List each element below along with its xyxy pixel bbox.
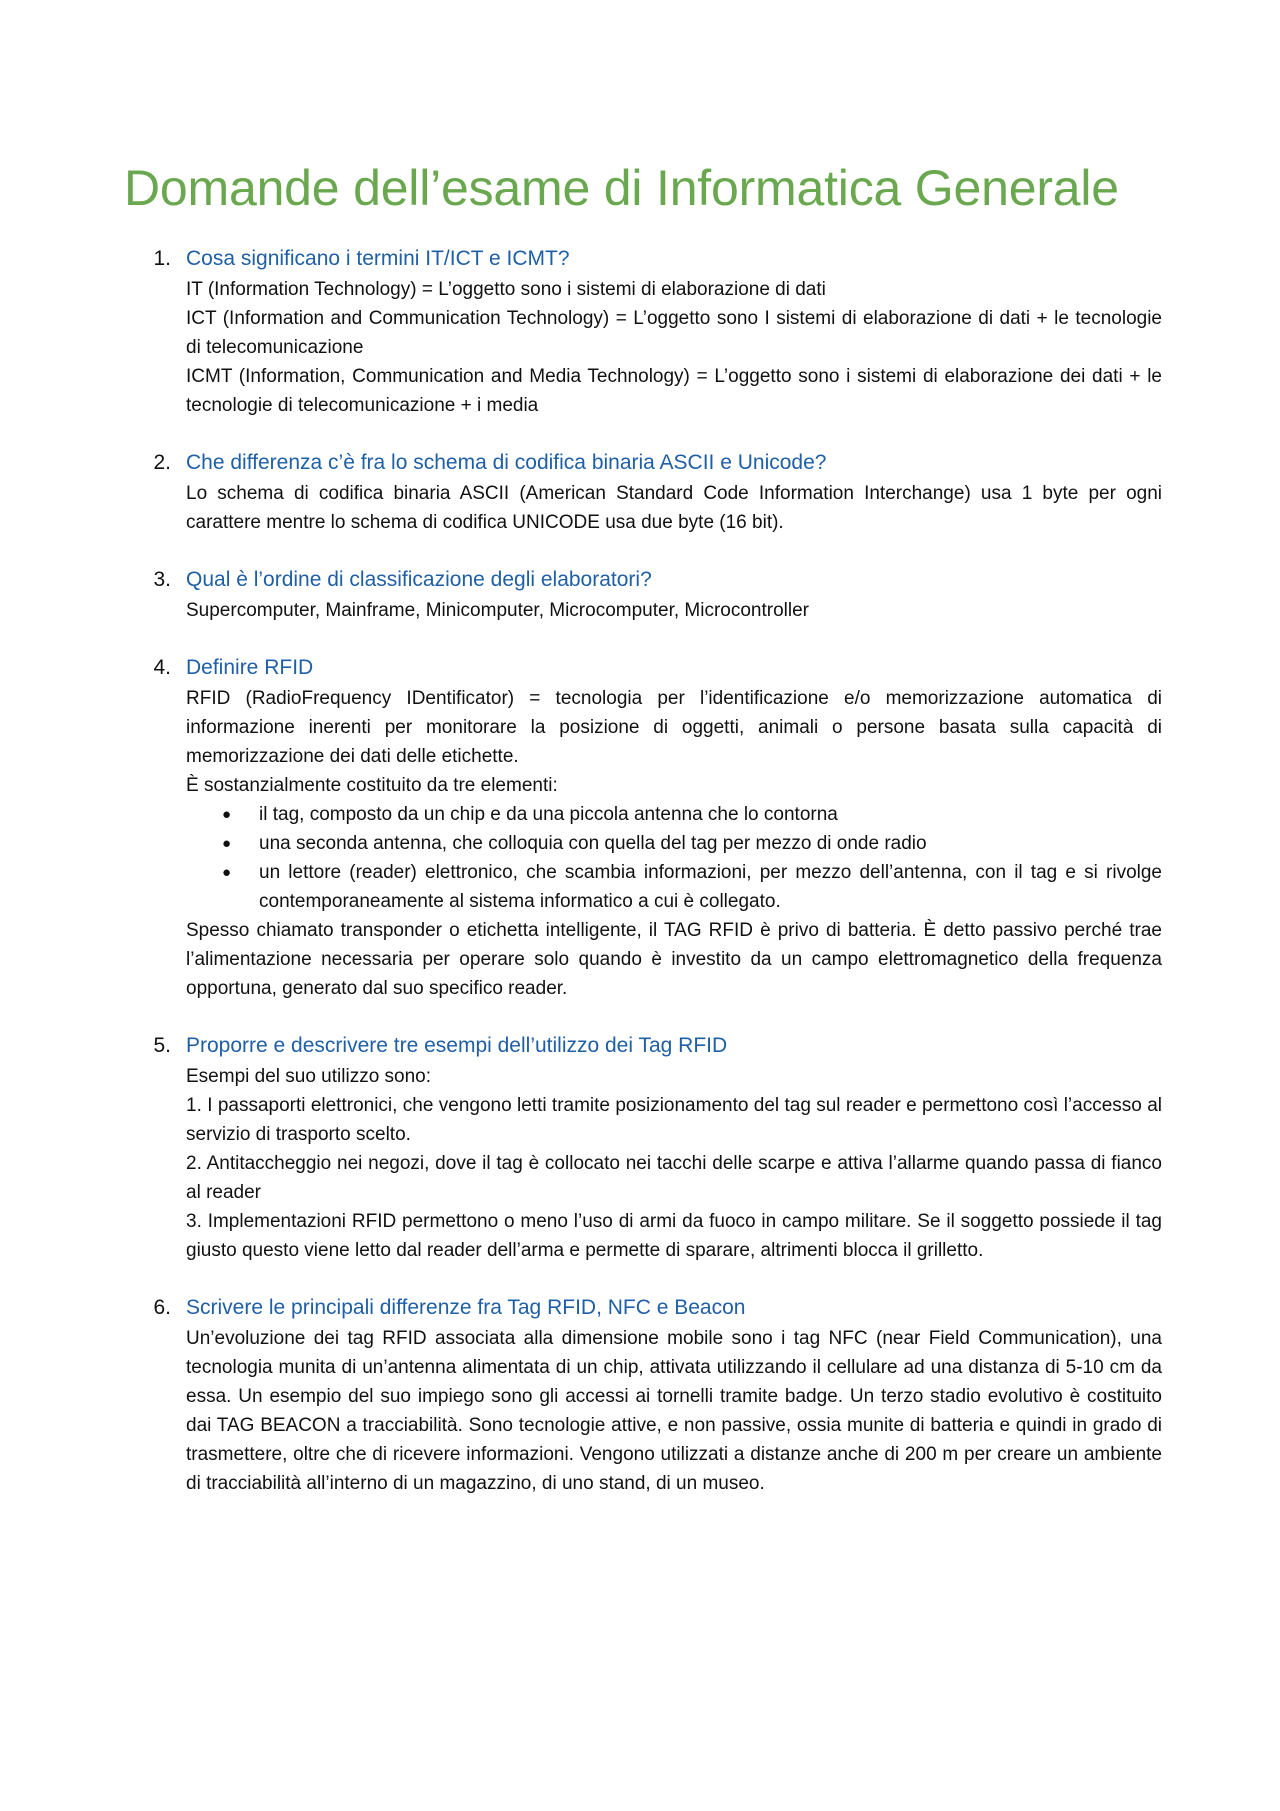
question-heading: Definire RFID [186,656,314,679]
bullet-list [186,800,1162,916]
answer-paragraph: È sostanzialmente costituito da tre elementi: [186,775,558,796]
question-3 [124,565,1162,625]
question-body [186,448,1162,537]
question-2 [124,448,1162,537]
answer-paragraph: Supercomputer, Mainframe, Minicomputer, Microcomputer, Microcontroller [186,600,810,621]
question-1 [124,244,1162,420]
bullet-item: ● un lettore (reader) elettronico, che scambia informazioni, per mezzo dell’antenna, con il tag e si rivolge contemporaneamente al sistema informatico a cui è collegato. [222,858,1162,916]
answer-paragraph: 2. Antitaccheggio nei negozi, dove il tag è collocato nei tacchi delle scarpe e attiva l’allarme quando passa di fianco al reader [186,1153,1162,1203]
document-title: Domande dell’esame di Informatica Generale [124,160,1119,216]
question-heading: Qual è l’ordine di classificazione degli elaboratori? [186,568,652,591]
question-heading: Proporre e descrivere tre esempi dell’utilizzo dei Tag RFID [186,1034,728,1057]
question-body [186,1031,1162,1265]
bullet-item: ● una seconda antenna, che colloquia con quella del tag per mezzo di onde radio [222,829,1162,858]
question-6 [124,1293,1162,1498]
question-body [186,565,1162,625]
answer-paragraph: 1. I passaporti elettronici, che vengono letti tramite posizionamento del tag sul reader e permettono così l’accesso al servizio di trasporto scelto. [186,1095,1162,1145]
answer-paragraph: Spesso chiamato transponder o etichetta intelligente, il TAG RFID è privo di batteria. È detto passivo perché trae l’alimentazione necessaria per operare solo quando è investito da un campo elettromagnetico della frequenza opportuna, generato dal suo specifico reader. [186,920,1162,999]
answer-paragraph: ICMT (Information, Communication and Media Technology) = L’oggetto sono i sistemi di elaborazione dei dati + le tecnologie di telecomunicazione + i media [186,366,1162,416]
question-body [186,1293,1162,1498]
answer-paragraph: Un’evoluzione dei tag RFID associata alla dimensione mobile sono i tag NFC (near Field Communication), una tecnologia munita di un’antenna alimentata di un chip, attivata utilizzando il cellulare ad una distanza di 5-10 cm da essa. Un esempio del suo impiego sono gli accessi ai tornelli tramite badge. Un terzo stadio evolutivo è costituito dai TAG BEACON a tracciabilità. Sono tecnologie attive, e non passive, ossia munite di batteria e quindi in grado di trasmettere, oltre che di ricevere informazioni. Vengono utilizzati a distanze anche di 200 m per creare un ambiente di tracciabilità all’interno di un magazzino, di uno stand, di un museo. [186,1328,1162,1494]
question-heading: Che differenza c’è fra lo schema di codifica binaria ASCII e Unicode? [186,451,827,474]
answer-paragraph: Lo schema di codifica binaria ASCII (American Standard Code Information Interchange) usa 1 byte per ogni carattere mentre lo schema di codifica UNICODE usa due byte (16 bit). [186,483,1162,533]
question-heading: Scrivere le principali differenze fra Tag RFID, NFC e Beacon [186,1296,746,1319]
answer-paragraph: Esempi del suo utilizzo sono: [186,1066,432,1087]
question-body [186,244,1162,420]
answer-paragraph: 3. Implementazioni RFID permettono o meno l’uso di armi da fuoco in campo militare. Se il soggetto possiede il tag giusto questo viene letto dal reader dell’arma e permette di sparare, altrimenti blocca il grilletto. [186,1211,1162,1261]
bullet-item: ● il tag, composto da un chip e da una piccola antenna che lo contorna [222,800,1162,829]
question-5 [124,1031,1162,1265]
question-number: 3. [153,568,171,591]
answer-paragraph: ICT (Information and Communication Technology) = L’oggetto sono I sistemi di elaborazione di dati + le tecnologie di telecomunicazione [186,308,1162,358]
question-number: 4. [153,656,171,679]
question-4 [124,653,1162,1003]
question-body [186,653,1162,1003]
question-number: 5. [153,1034,171,1057]
question-number: 6. [153,1296,171,1319]
answer-paragraph: RFID (RadioFrequency IDentificator) = tecnologia per l’identificazione e/o memorizzazione automatica di informazione inerenti per monitorare la posizione di oggetti, animali o persone basata sulla capacità di memorizzazione dei dati delle etichette. [186,688,1162,767]
question-number: 1. [153,247,171,270]
question-number: 2. [153,451,171,474]
question-heading: Cosa significano i termini IT/ICT e ICMT? [186,247,570,270]
answer-paragraph: IT (Information Technology) = L’oggetto sono i sistemi di elaborazione di dati [186,279,826,300]
